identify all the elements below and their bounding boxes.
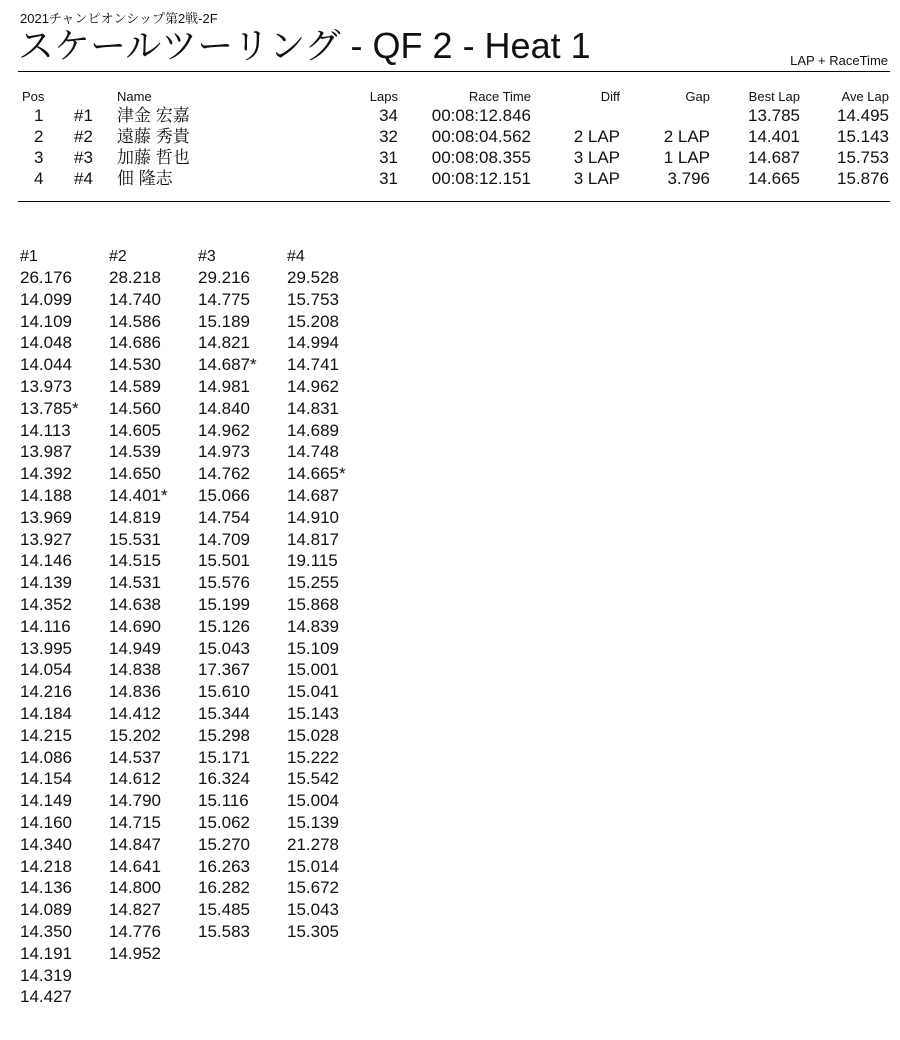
lap-time: 15.305 [287,921,339,941]
lap-time: 14.218 [20,856,72,876]
lap-time: 26.176 [20,268,72,287]
lap-time: 14.839 [287,616,339,636]
lap-time: 14.775 [198,289,250,309]
lap-column [198,246,287,1008]
result-diff: 3 LAP [573,148,620,167]
lap-time: 19.115 [287,551,338,571]
lap-time: 14.350 [20,921,72,941]
driver-number: #4 [74,169,93,188]
lap-time: 15.255 [287,573,339,593]
lap-time: 14.821 [198,333,250,353]
result-race-time: 00:08:04.562 [431,127,531,146]
lap-column-header: #1 [20,248,38,265]
lap-time: 14.800 [109,878,161,898]
lap-time: 14.817 [287,529,339,549]
lap-time: 15.028 [287,725,339,745]
lap-time: 14.776 [109,921,161,941]
lap-time: 14.531 [109,573,161,593]
lap-time: 14.709 [198,529,250,549]
lap-time: 14.690 [109,616,161,636]
lap-time: 13.973 [20,376,72,396]
lap-time: 15.298 [198,725,250,745]
lap-time: 14.650 [109,464,161,484]
driver-name: 加藤 哲也 [117,148,190,167]
lap-time: 14.109 [20,311,72,331]
lap-time: 14.044 [20,355,72,375]
lap-time: 14.515 [109,551,161,571]
lap-time: 14.539 [109,442,161,462]
lap-column-header: #2 [109,248,127,265]
lap-time: 14.136 [20,878,72,898]
lap-time: 15.222 [287,747,339,767]
lap-time: 14.586 [109,311,161,331]
lap-time: 15.139 [287,812,339,832]
results-table [0,89,900,189]
lap-time: 13.927 [20,529,72,549]
lap-time: 16.324 [198,769,250,789]
page-title: スケールツーリング - QF 2 - Heat 1 [18,25,591,66]
lap-time: 14.962 [198,420,250,440]
lap-time: 14.687* [198,355,257,375]
result-ave-lap: 15.753 [837,148,889,167]
lap-time: 14.113 [20,420,71,440]
result-laps: 31 [379,148,398,167]
result-laps: 32 [379,127,398,146]
result-laps: 34 [379,106,398,125]
col-header-pos: Pos [22,89,45,104]
lap-column [287,246,376,1008]
lap-time: 14.099 [20,289,72,309]
lap-time: 14.790 [109,791,161,811]
lap-time: 14.952 [109,943,161,963]
lap-time: 15.126 [198,616,250,636]
lap-time: 15.208 [287,311,339,331]
lap-time: 15.001 [287,660,339,680]
lap-time: 15.202 [109,725,161,745]
lap-time: 14.612 [109,769,161,789]
lap-time: 15.043 [198,638,250,658]
lap-time: 14.973 [198,442,250,462]
lap-time: 14.154 [20,769,72,789]
lap-time: 15.043 [287,900,339,920]
lap-time: 15.672 [287,878,339,898]
lap-time: 15.270 [198,834,250,854]
lap-time: 14.184 [20,703,72,723]
driver-name: 遠藤 秀貴 [117,127,190,146]
lap-time: 14.537 [109,747,161,767]
lap-time: 15.171 [198,747,250,767]
result-diff: 2 LAP [573,127,620,146]
result-best-lap: 13.785 [748,106,800,125]
lap-time: 14.160 [20,812,72,832]
lap-time: 14.754 [198,507,250,527]
lap-time: 14.949 [109,638,161,658]
lap-time: 28.218 [109,268,161,287]
lap-time: 15.041 [287,682,339,702]
lap-time: 15.868 [287,594,339,614]
lap-time: 13.995 [20,638,72,658]
lap-time: 14.962 [287,376,339,396]
results-header-row [0,89,900,105]
lap-time: 14.352 [20,594,72,614]
lap-time: 14.401* [109,485,168,505]
lap-time: 14.560 [109,398,161,418]
result-ave-lap: 14.495 [837,106,889,125]
lap-time: 14.116 [20,616,71,636]
driver-number: #2 [74,127,93,146]
lap-times-table [20,246,376,1008]
results-row [0,105,900,126]
col-header-name: Name [117,89,152,104]
lap-time: 14.910 [287,507,339,527]
lap-time: 15.576 [198,573,250,593]
lap-time: 15.501 [198,551,250,571]
result-laps: 31 [379,169,398,188]
lap-time: 14.715 [109,812,161,832]
col-header-race-time: Race Time [468,89,531,104]
results-row [0,126,900,147]
lap-time: 14.686 [109,333,161,353]
driver-name: 佃 隆志 [117,169,173,188]
lap-time: 14.994 [287,333,339,353]
lap-time: 14.048 [20,333,72,353]
lap-time: 14.089 [20,900,72,920]
lap-time: 21.278 [287,834,339,854]
lap-time: 15.189 [198,311,250,331]
lap-time: 14.847 [109,834,161,854]
result-best-lap: 14.401 [748,127,800,146]
results-body [0,105,900,189]
lap-time: 14.054 [20,660,72,680]
lap-time: 14.215 [20,725,72,745]
col-header-diff: Diff [600,89,620,104]
lap-column-header: #3 [198,248,216,265]
lap-time: 15.583 [198,921,250,941]
lap-time: 16.282 [198,878,250,898]
result-pos: 2 [34,127,44,146]
lap-time: 14.819 [109,507,161,527]
lap-time: 14.530 [109,355,161,375]
result-pos: 4 [34,169,44,188]
lap-time: 14.605 [109,420,161,440]
lap-time: 15.542 [287,769,339,789]
results-row [0,147,900,168]
lap-time: 14.149 [20,791,72,811]
lap-time: 13.987 [20,442,72,462]
lap-time: 14.191 [20,943,72,963]
result-gap: 2 LAP [663,127,710,146]
lap-time: 14.831 [287,398,339,418]
lap-time: 15.004 [287,791,339,811]
lap-time: 14.641 [109,856,161,876]
col-header-gap: Gap [685,89,710,104]
lap-time: 14.687 [287,485,339,505]
result-pos: 1 [34,106,44,125]
lap-column-header: #4 [287,248,305,265]
lap-time: 14.741 [287,355,339,375]
lap-time: 14.319 [20,965,72,985]
result-best-lap: 14.687 [748,148,800,167]
result-diff: 3 LAP [573,169,620,188]
lap-time: 14.412 [109,703,161,723]
lap-time: 14.665* [287,464,346,484]
lap-time: 14.427 [20,987,72,1007]
result-pos: 3 [34,148,44,167]
lap-time: 14.340 [20,834,72,854]
lap-time: 14.840 [198,398,250,418]
lap-time: 14.827 [109,900,161,920]
lap-time: 14.740 [109,289,161,309]
lap-time: 15.014 [287,856,339,876]
lap-column [109,246,198,1008]
lap-time: 14.146 [20,551,72,571]
lap-time: 15.531 [109,529,161,549]
lap-time: 14.981 [198,376,250,396]
lap-time: 17.367 [198,660,250,680]
lap-time: 14.392 [20,464,72,484]
result-race-time: 00:08:12.846 [431,106,531,125]
lap-time: 15.066 [198,485,250,505]
lap-time: 29.528 [287,268,339,287]
driver-number: #3 [74,148,93,167]
lap-time: 14.086 [20,747,72,767]
lap-time: 14.589 [109,376,161,396]
lap-time: 13.785* [20,398,79,418]
results-divider [18,201,890,202]
lap-time: 13.969 [20,507,72,527]
title-divider [18,71,890,72]
lap-time: 14.836 [109,682,161,702]
report-format-label: LAP + RaceTime [790,53,888,68]
lap-time: 14.188 [20,485,72,505]
event-subtitle: 2021チャンピオンシップ第2戦-2F [20,11,218,26]
lap-time: 15.109 [287,638,339,658]
result-ave-lap: 15.876 [837,169,889,188]
col-header-ave-lap: Ave Lap [841,89,889,104]
driver-number: #1 [74,106,93,125]
lap-time: 14.838 [109,660,161,680]
col-header-laps: Laps [369,89,398,104]
lap-time: 15.199 [198,594,250,614]
lap-time: 15.610 [198,682,250,702]
lap-time: 14.216 [20,682,72,702]
lap-time: 14.689 [287,420,339,440]
lap-time: 14.762 [198,464,250,484]
col-header-best-lap: Best Lap [748,89,800,104]
lap-time: 29.216 [198,268,250,287]
lap-time: 15.143 [287,703,339,723]
lap-time: 15.116 [198,791,249,811]
lap-time: 14.139 [20,573,72,593]
lap-time: 14.748 [287,442,339,462]
lap-time: 15.753 [287,289,339,309]
result-ave-lap: 15.143 [837,127,889,146]
lap-time: 15.062 [198,812,250,832]
lap-column [20,246,109,1008]
result-gap: 1 LAP [663,148,710,167]
lap-time: 16.263 [198,856,250,876]
result-best-lap: 14.665 [748,169,800,188]
result-gap: 3.796 [667,169,710,188]
lap-time: 14.638 [109,594,161,614]
result-race-time: 00:08:12.151 [431,169,531,188]
lap-time: 15.344 [198,703,250,723]
lap-time: 15.485 [198,900,250,920]
driver-name: 津金 宏嘉 [117,106,190,125]
results-row [0,168,900,189]
result-race-time: 00:08:08.355 [431,148,531,167]
